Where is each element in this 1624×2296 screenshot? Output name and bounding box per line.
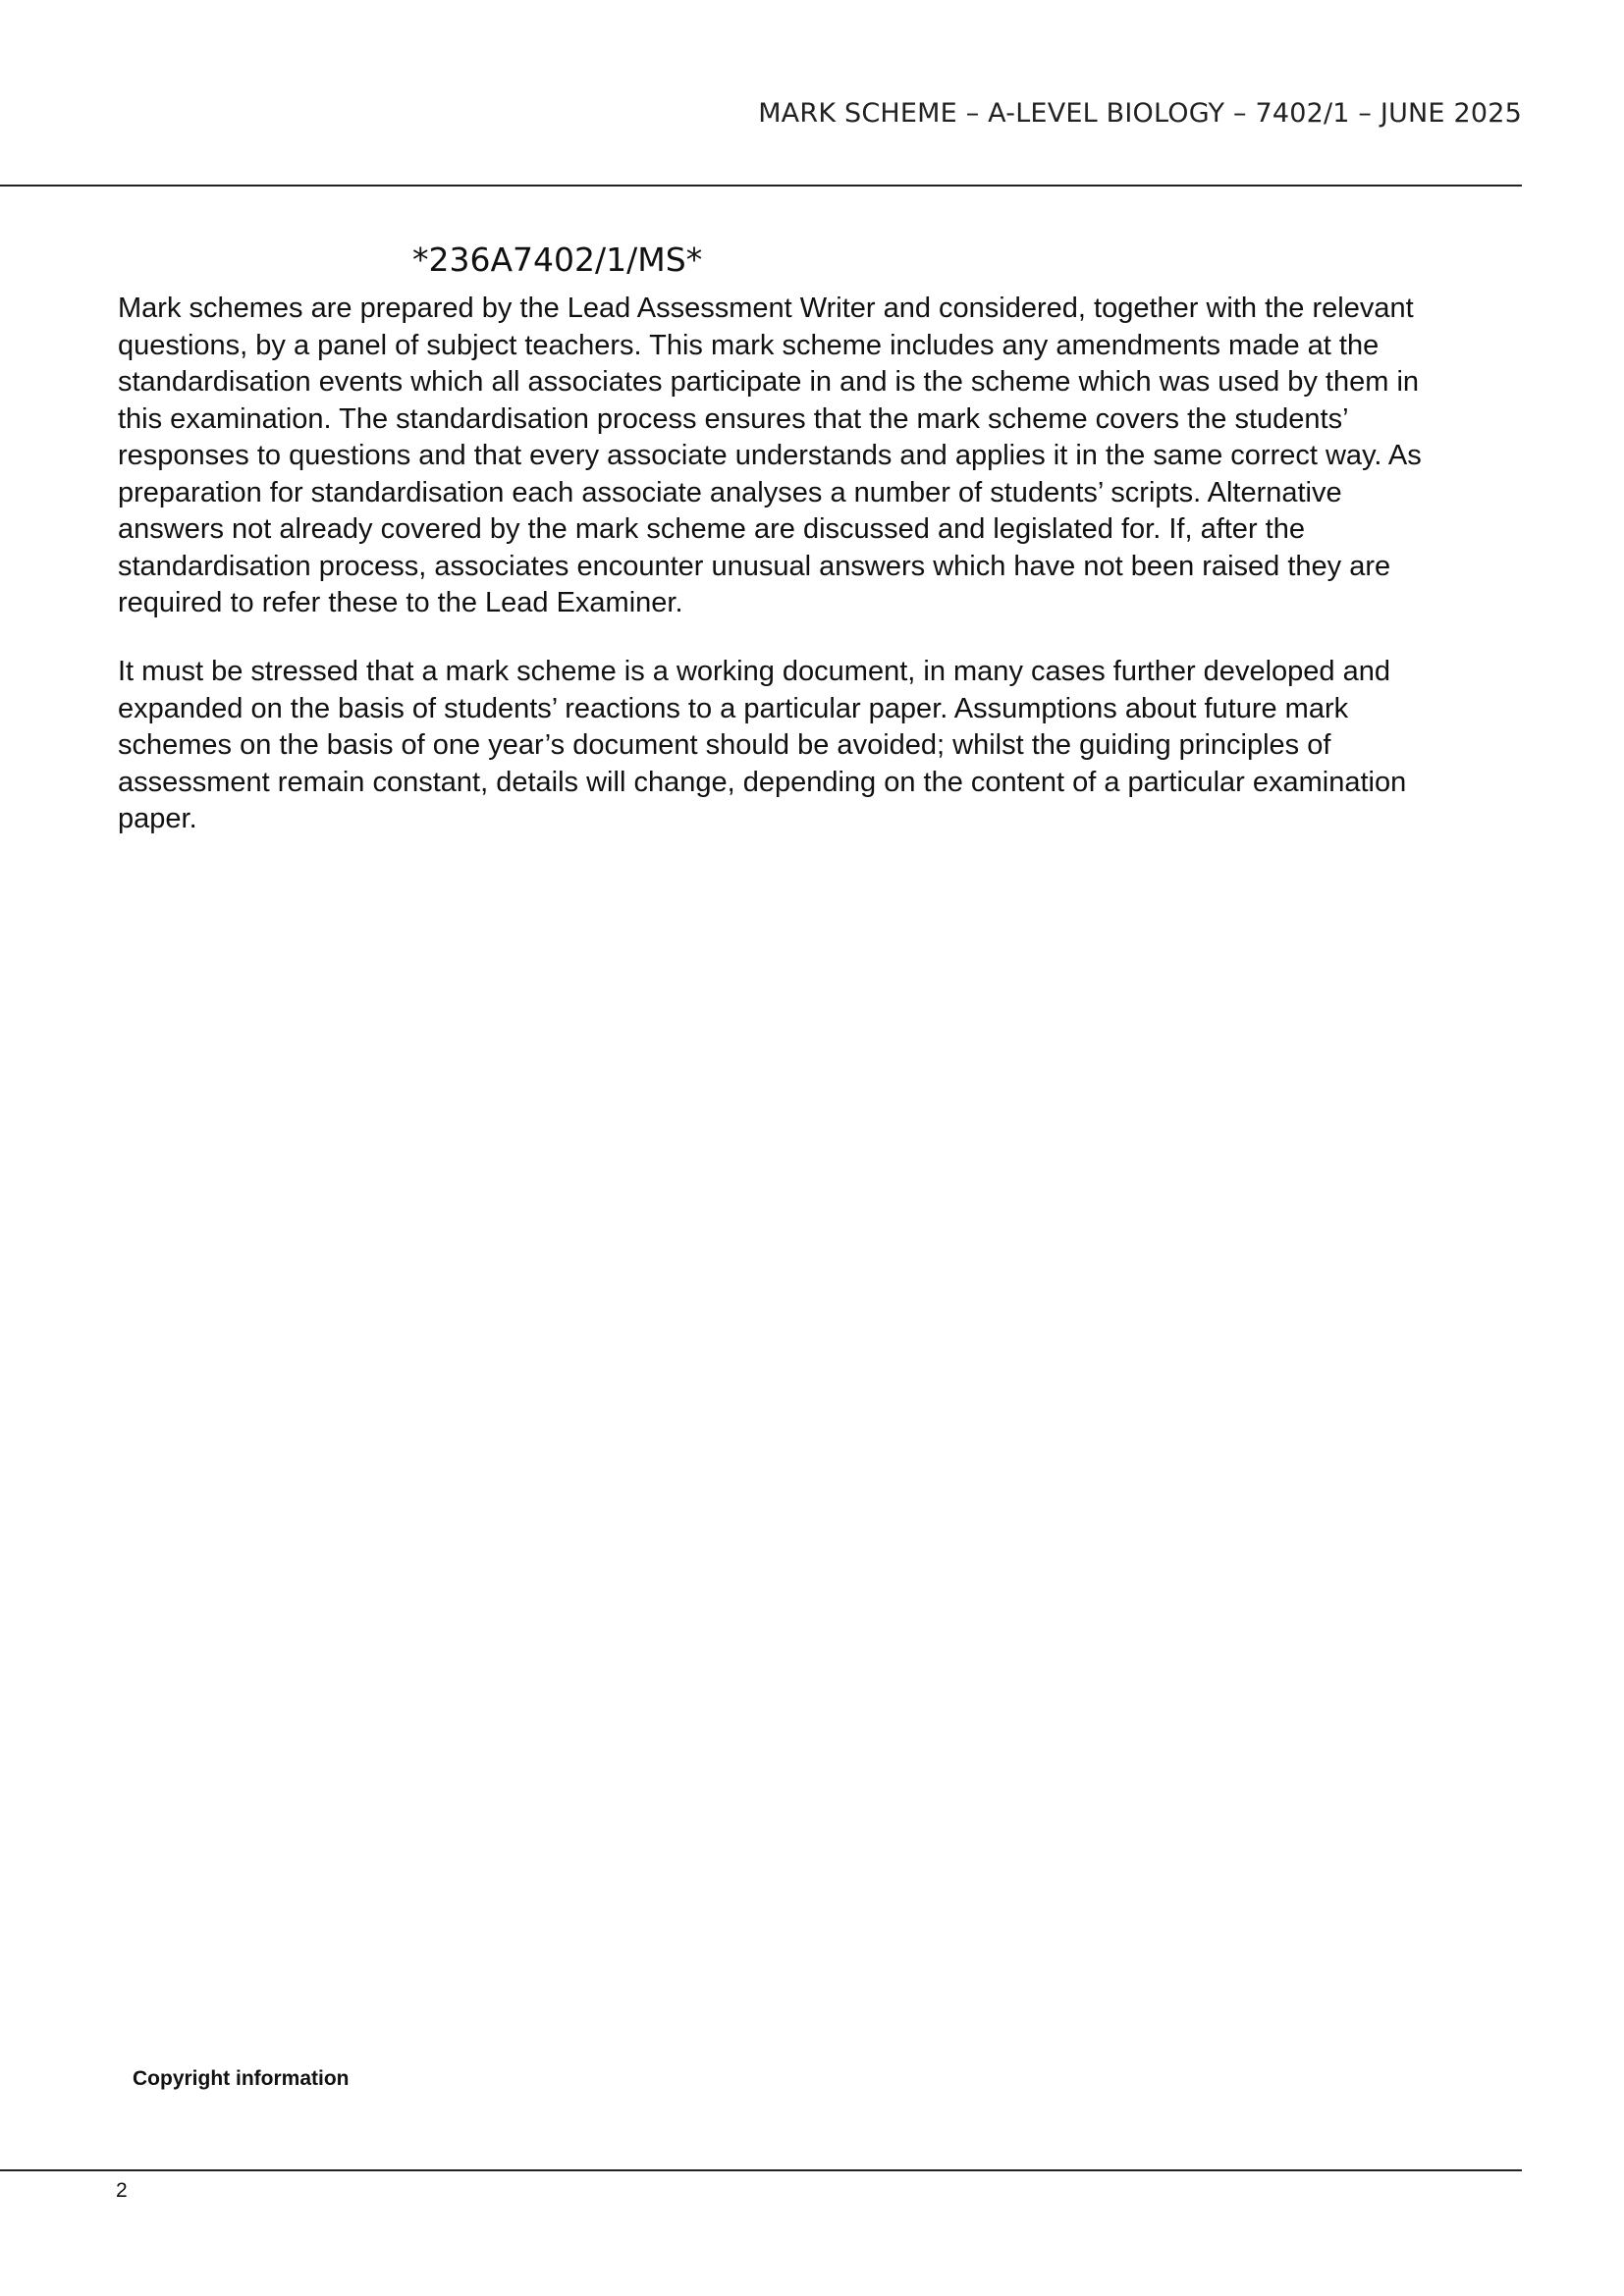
intro-paragraph-container [118,291,1532,622]
footer-divider [0,2169,1522,2171]
intro-paragraph: Mark schemes are prepared by the Lead Assessment Writer and considered, together with the relevant questions, by a panel of subject teachers. This mark scheme includes any amendments made at the standardisation events which all associates participate in and is the scheme which was used by them in this examination. The standardisation process ensures that the mark scheme covers the students’ responses to questions and that every associate understands and applies it in the same correct way. As preparation for standardisation each associate analyses a number of students’ scripts. Alternative answers not already covered by the mark scheme are discussed and legislated for. If, after the standardisation process, associates encounter unusual answers which have not been raised they are required to refer these to the Lead Examiner. [118,293,1422,618]
working-document-paragraph: It must be stressed that a mark scheme is a working document, in many cases further developed and expanded on the basis of students’ reactions to a particular paper. Assumptions about future mark schemes on the basis of one year’s document should be avoided; whilst the guiding principles of assessment remain constant, details will change, depending on the content of a particular examination paper. [118,656,1407,834]
running-header-title: MARK SCHEME – A-LEVEL BIOLOGY – 7402/1 – JUNE 2025 [758,98,1522,129]
working-document-paragraph-container [118,654,1532,838]
page-number: 2 [116,2179,128,2202]
document-code: *236A7402/1/MS* [412,240,703,279]
header-divider [0,185,1522,187]
copyright-label: Copyright information [133,2067,350,2090]
